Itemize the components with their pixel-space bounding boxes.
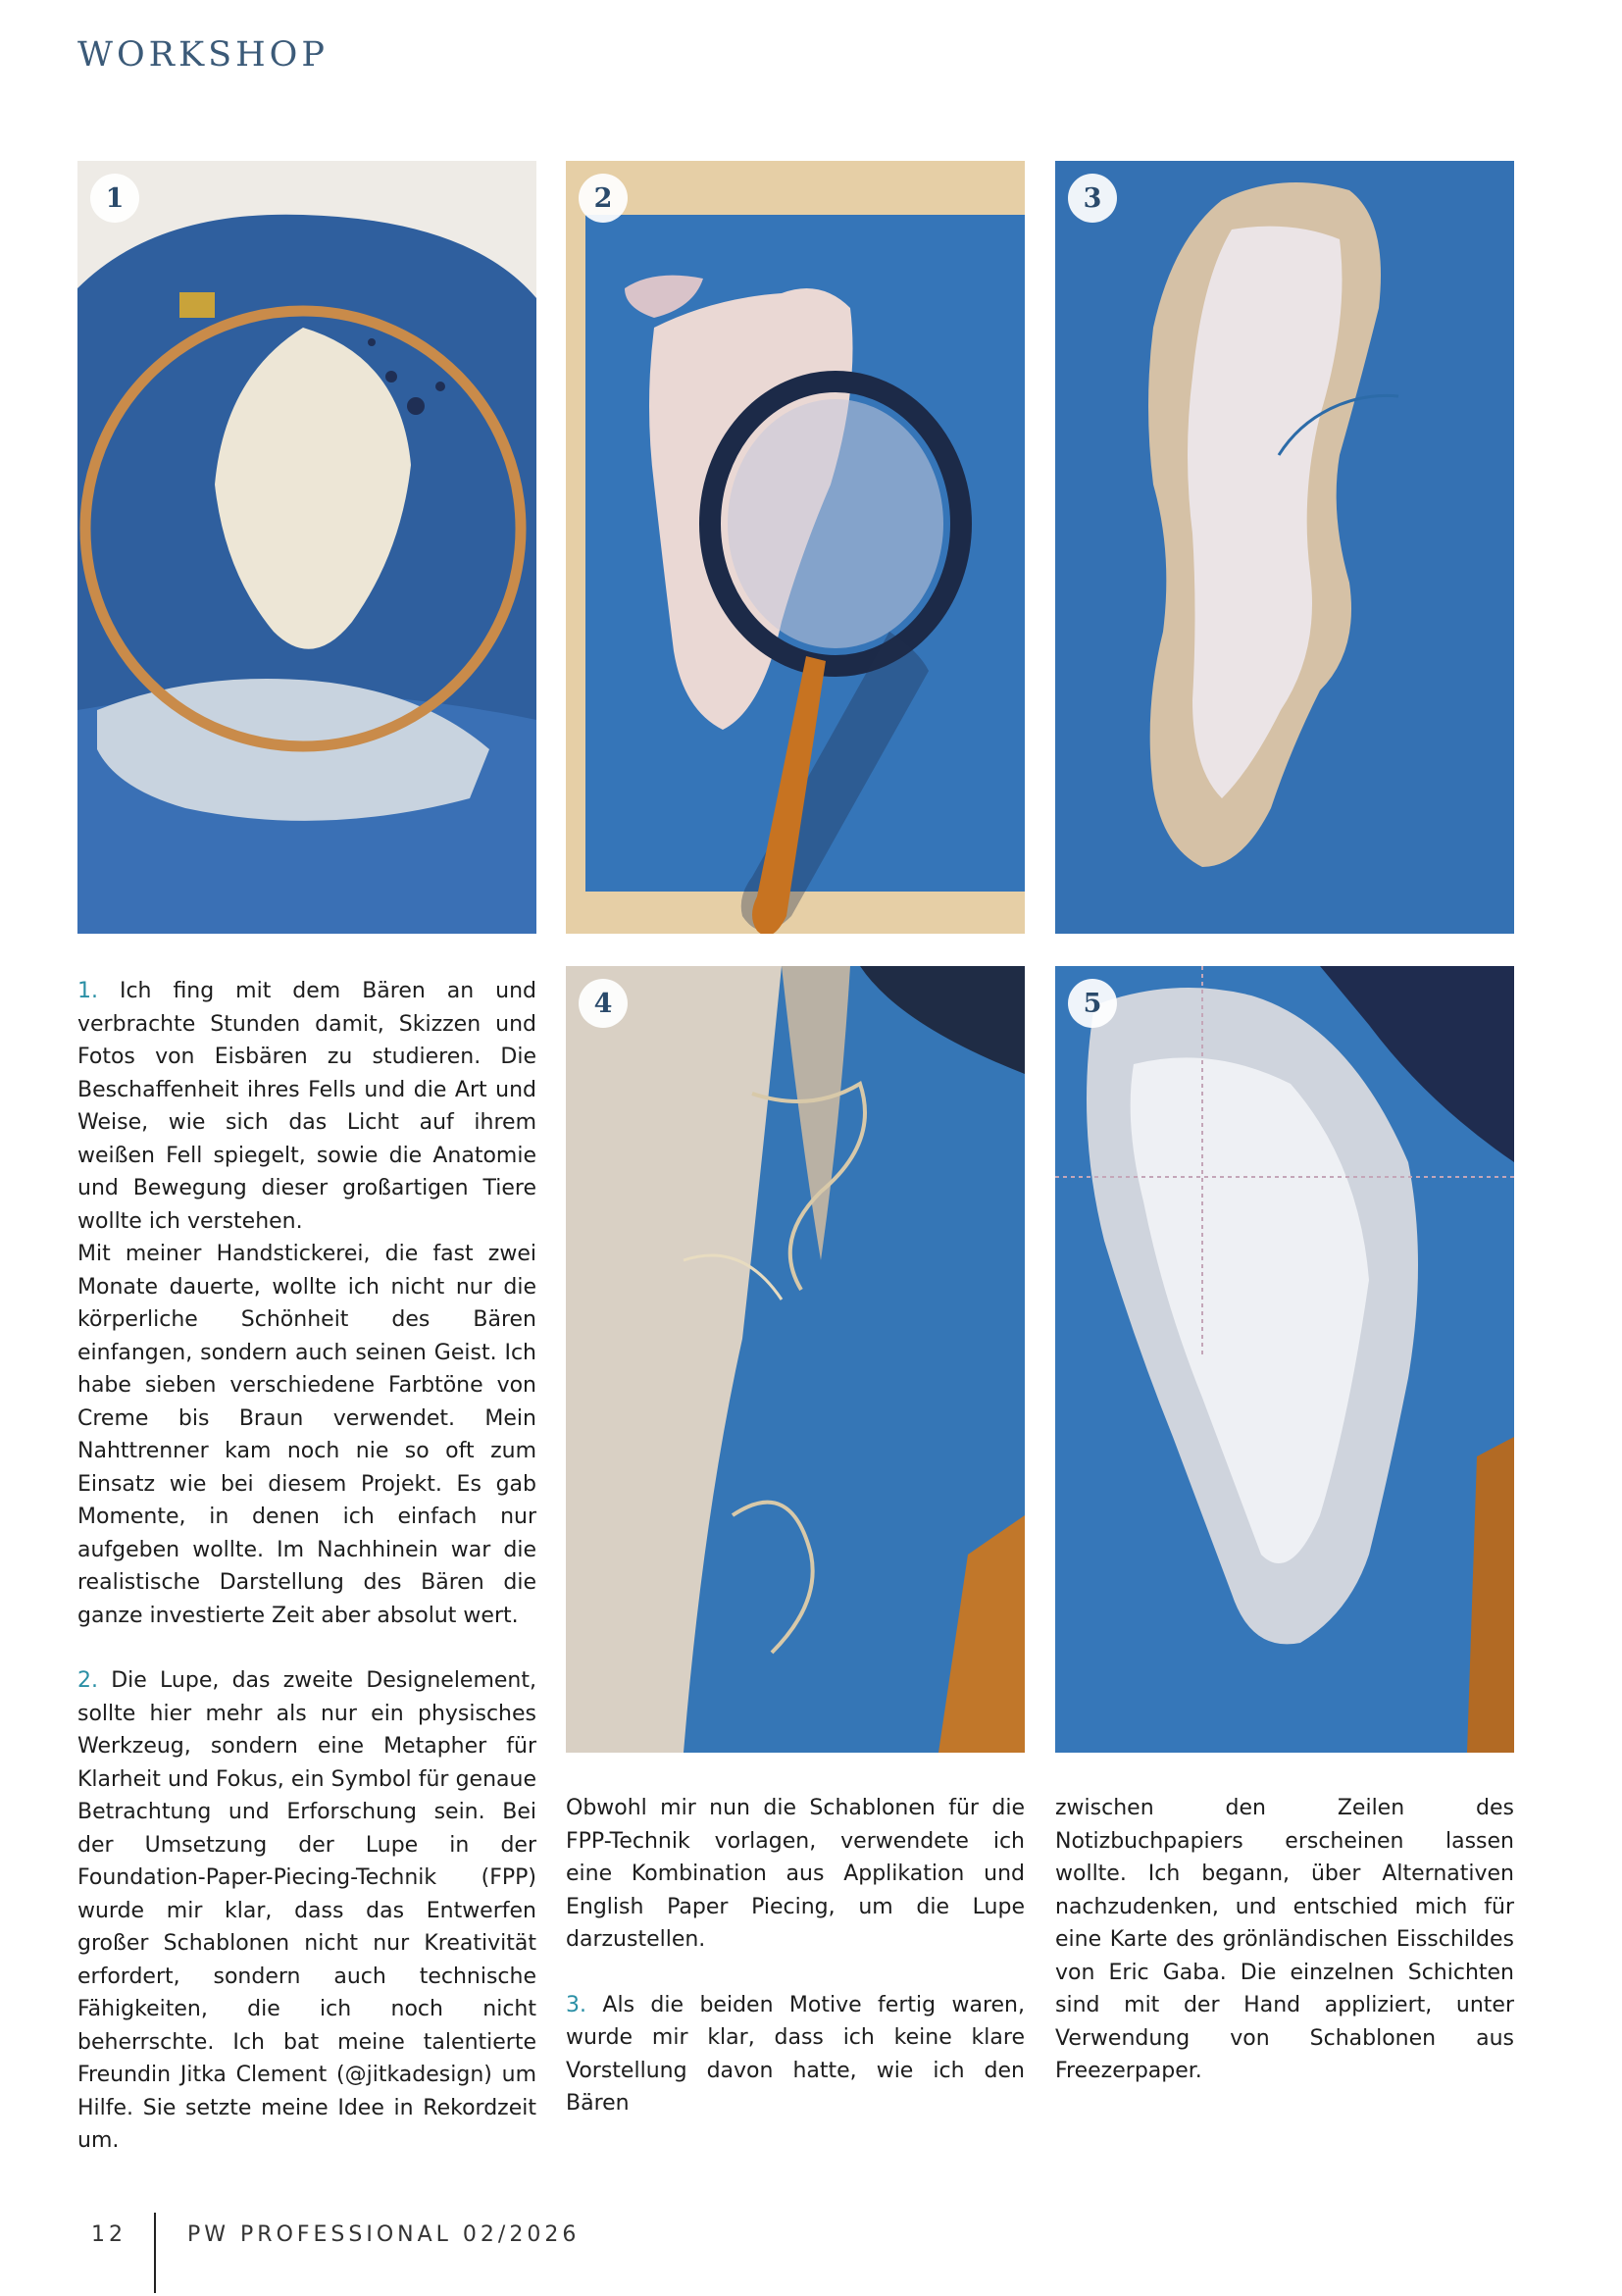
photo-2-magnifier — [566, 161, 1025, 934]
paragraph-5-text: Als die beiden Motive fertig waren, wurde mir klar, dass ich keine klare Vorstellung davon hatte, wie ich den Bären — [566, 1992, 1025, 2116]
paragraph-1 — [77, 975, 536, 1238]
paragraph-5 — [566, 1989, 1025, 2120]
magazine-issue: PW PROFESSIONAL 02/2026 — [187, 2222, 581, 2247]
figure-badge-1: 1 — [90, 174, 139, 223]
step-number-2: 2. — [77, 1668, 98, 1693]
figure-badge-2: 2 — [579, 174, 628, 223]
photo-3-greenland — [1055, 161, 1514, 934]
paragraph-3 — [77, 1664, 536, 2158]
photo-5-quilt-detail — [1055, 966, 1514, 1753]
paragraph-3-text: Die Lupe, das zweite Designelement, sollte hier mehr als nur ein physisches Werkzeug, sondern eine Metapher für Klarheit und Fokus, ein Symbol für genaue Betrachtung und Erforschung sein. Bei der Umsetzung der Lupe in der Foundation-Paper-Piecing-Technik (FPP) wurde mir klar, dass das Entwerfen großer Schablonen nicht nur Kreativität erfordert, sondern auch technische Fähigkeiten, die ich noch nicht beherrschte. Ich bat meine talentierte Freundin Jitka Clement (@jitkadesign) um Hilfe. Sie setzte meine Idee in Rekordzeit um. — [77, 1668, 536, 2153]
step-number-3: 3. — [566, 1992, 586, 2017]
text-column-2 — [566, 1792, 1025, 2120]
figure-badge-4: 4 — [579, 979, 628, 1028]
page-number: 12 — [91, 2222, 127, 2247]
text-column-3 — [1055, 1792, 1514, 2088]
photo-3-illustration — [1055, 161, 1514, 934]
figure-badge-3: 3 — [1068, 174, 1117, 223]
paragraph-1-text: Ich fing mit dem Bären an und verbrachte Stunden damit, Skizzen und Fotos von Eisbären zu studieren. Die Beschaffenheit ihres Fells und die Art und Weise, wie sich das Licht auf ihrem weißen Fell spiegelt, sowie die Anatomie und Bewegung dieser großartigen Tiere wollte ich verstehen. — [77, 979, 536, 1234]
photo-2-illustration — [566, 161, 1025, 934]
footer-divider — [154, 2213, 156, 2293]
photo-1-bear-embroidery — [77, 161, 536, 934]
photo-4-threads — [566, 966, 1025, 1753]
photo-4-illustration — [566, 966, 1025, 1753]
paragraph-2: Mit meiner Handstickerei, die fast zwei Monate dauerte, wollte ich nicht nur die körperliche Schönheit des Bären einfangen, sondern auch seinen Geist. Ich habe sieben verschiedene Farbtöne von Creme bis Braun verwendet. Mein Nahttrenner kam noch nie so oft zum Einsatz wie bei diesem Projekt. Es gab Momente, in denen ich einfach nur aufgeben wollte. Im Nachhinein war die realistische Darstellung des Bären die ganze investierte Zeit aber absolut wert. — [77, 1242, 536, 1628]
photo-5-illustration — [1055, 966, 1514, 1753]
text-column-1 — [77, 975, 536, 2158]
paragraph-6: zwischen den Zeilen des Notizbuchpapiers erscheinen lassen wollte. Ich begann, über Alternativen nachzudenken, und entschied mich für eine Karte des grönländischen Eisschildes von Eric Gaba. Die einzelnen Schichten sind mit der Hand appliziert, unter Verwendung von Schablonen aus Freezerpaper. — [1055, 1796, 1514, 2083]
figure-badge-5: 5 — [1068, 979, 1117, 1028]
section-title: WORKSHOP — [77, 35, 329, 75]
photo-1-illustration — [77, 161, 536, 934]
paragraph-4: Obwohl mir nun die Schablonen für die FPP-Technik vorlagen, verwendete ich eine Kombination aus Applikation und English Paper Piecing, um die Lupe darzustellen. — [566, 1796, 1025, 1952]
step-number-1: 1. — [77, 979, 98, 1003]
